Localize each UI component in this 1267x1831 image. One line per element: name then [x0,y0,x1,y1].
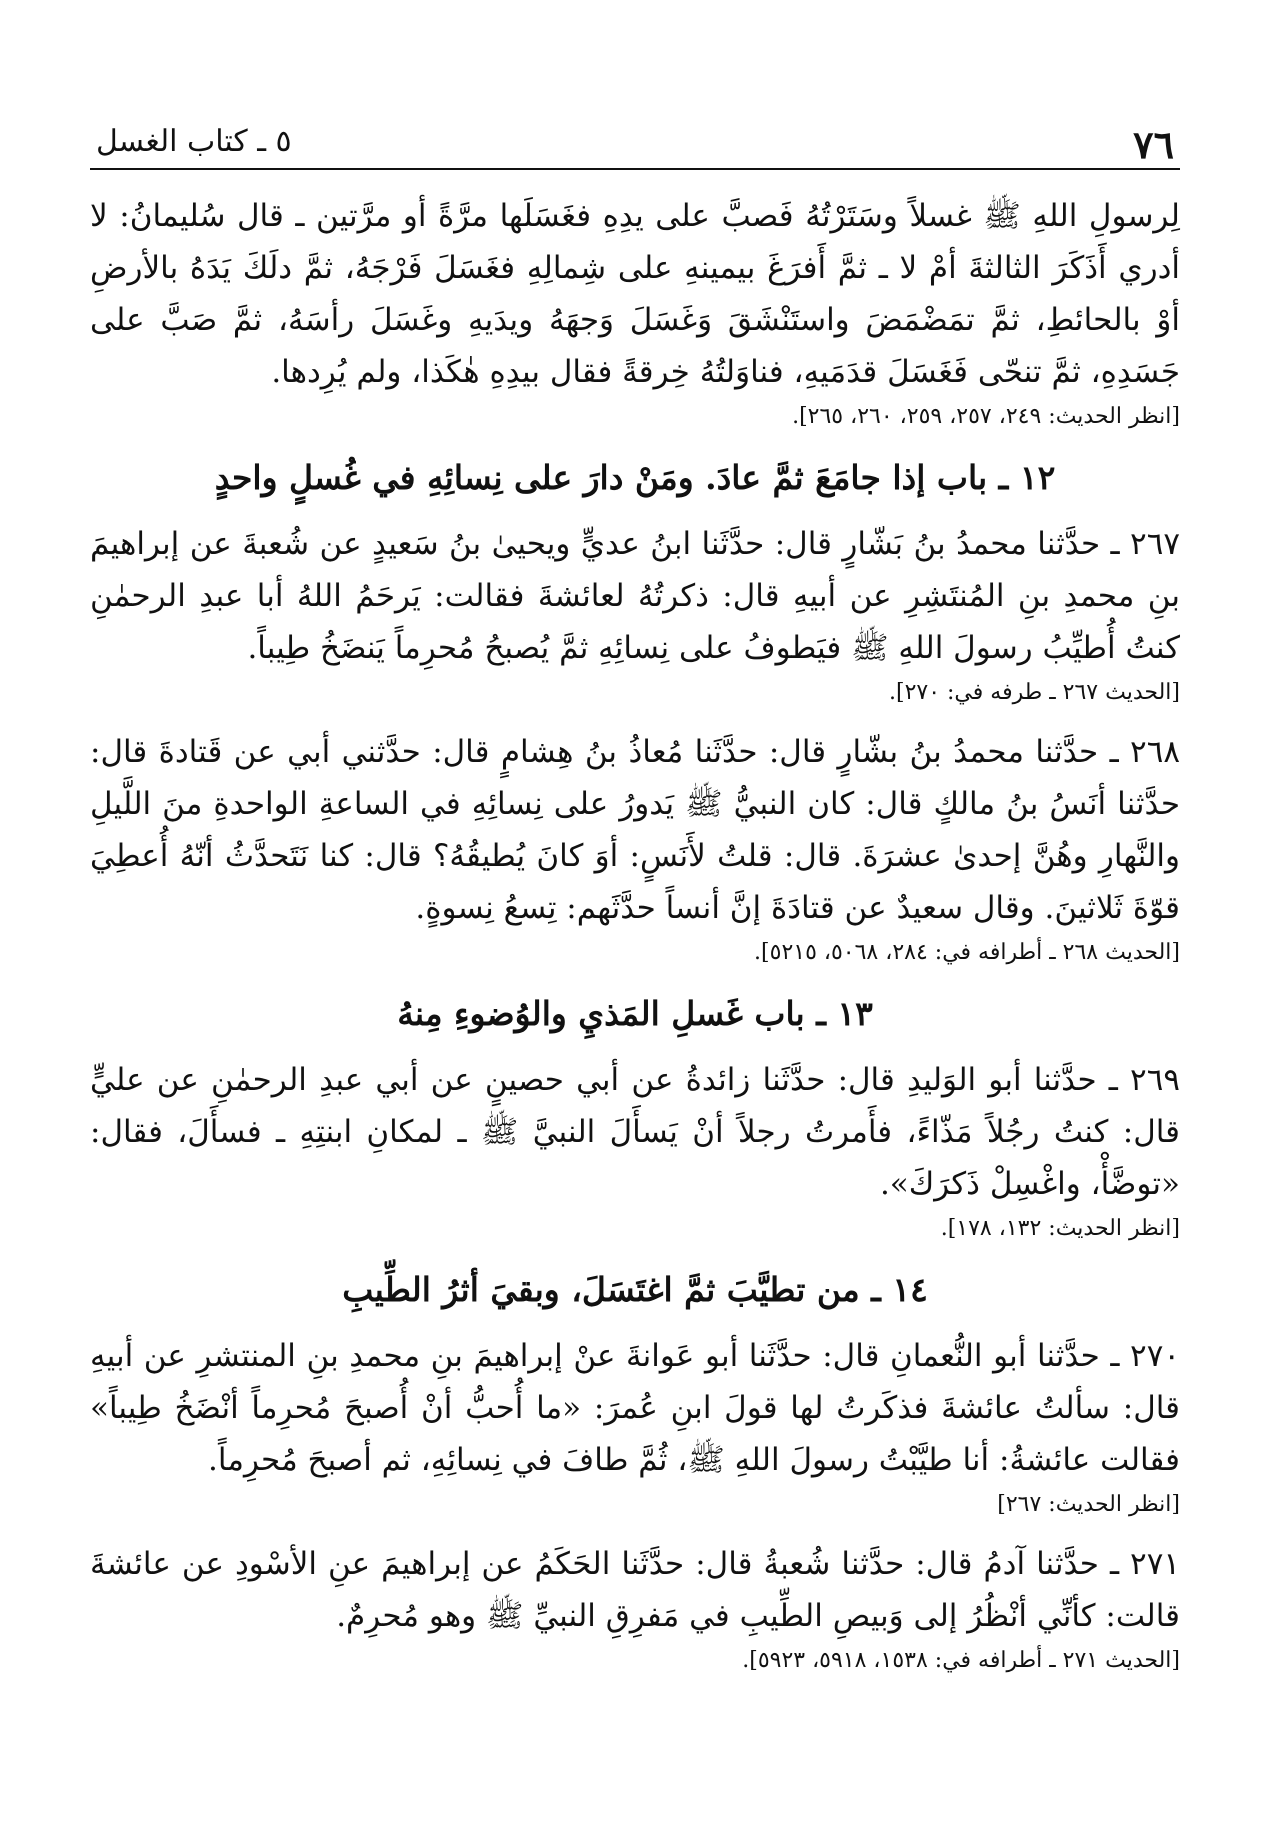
book-page [90,0,1180,1831]
page-header [90,118,1180,168]
hadith-268-reference: [الحديث ٢٦٨ ـ أطرافه في: ٢٨٤، ٥٠٦٨، ٥٢١٥]. [754,940,1180,965]
chapter-heading-13: ١٣ ـ باب غَسلِ المَذيِ والوُضوءِ مِنهُ [397,994,873,1033]
hadith-269-text: ٢٦٩ ـ حدَّثنا أبو الوَليدِ قال: حدَّثَنا زائدةُ عن أبي حصينٍ عن أبي عبدِ الرحمٰنِ عن عليٍّ قال: كنتُ رجُلاً مَذّاءً، فأَمرتُ رجلاً أنْ يَسأَلَ النبيَّ ﷺ ـ لمكانِ ابنتِهِ ـ فسأَلَ، فقال: «توضَّأْ، واغْسِلْ ذَكرَكَ». [90,1062,1180,1202]
chapter-heading-14: ١٤ ـ من تطيَّبَ ثمَّ اغتَسَلَ، وبقيَ أثرُ الطِّيبِ [342,1270,928,1309]
running-title: ٥ ـ كتاب الغسل [96,124,292,159]
hadith-268-text: ٢٦٨ ـ حدَّثنا محمدُ بنُ بشّارٍ قال: حدَّثَنا مُعاذُ بنُ هِشامٍ قال: حدَّثني أبي عن قَتادةَ قال: حدَّثنا أنَسُ بنُ مالكٍ قال: كان النبيُّ ﷺ يَدورُ على نِسائِهِ في الساعةِ الواحدةِ منَ اللَّيلِ والنَّهارِ وهُنَّ إحدىٰ عشرَةَ. قال: قلتُ لأَنَسٍ: أوَ كانَ يُطيقُهُ؟ قال: كنا نَتَحدَّثُ أنّهُ أُعطِيَ قوّةَ ثَلاثينَ. وقال سعيدٌ عن قتادَةَ إنَّ أنساً حدَّثَهم: تِسعُ نِسوةٍ. [90,734,1180,926]
page-body [90,190,1180,1694]
chapter-heading-12: ١٢ ـ باب إذا جامَعَ ثمَّ عادَ. ومَنْ دارَ على نِسائِهِ في غُسلٍ واحدٍ [214,458,1056,497]
page-number: ٧٦ [1133,122,1174,167]
hadith-reference: [انظر الحديث: ٢٤٩، ٢٥٧، ٢٥٩، ٢٦٠، ٢٦٥]. [792,404,1180,429]
hadith-267-reference: [الحديث ٢٦٧ ـ طرفه في: ٢٧٠]. [888,680,1180,705]
hadith-270-reference: [انظر الحديث: ٢٦٧] [997,1492,1180,1517]
hadith-270-text: ٢٧٠ ـ حدَّثنا أبو النُّعمانِ قال: حدَّثَنا أبو عَوانةَ عنْ إبراهيمَ بنِ محمدِ بنِ المنتشرِ عن أبيهِ قال: سألتُ عائشةَ فذكَرتُ لها قولَ ابنِ عُمرَ: «ما أُحبُّ أنْ أُصبحَ مُحرِماً أنْضَخُ طِيباً» فقالت عائشةُ: أنا طيَّبْتُ رسولَ اللهِ ﷺ، ثُمَّ طافَ في نِسائِهِ، ثم أصبحَ مُحرِماً. [90,1338,1180,1478]
header-rule [90,168,1180,170]
hadith-271-reference: [الحديث ٢٧١ ـ أطرافه في: ١٥٣٨، ٥٩١٨، ٥٩٢٣]. [742,1648,1180,1673]
hadith-271-text: ٢٧١ ـ حدَّثنا آدمُ قال: حدَّثنا شُعبةُ قال: حدَّثَنا الحَكَمُ عن إبراهيمَ عنِ الأسْودِ عن عائشةَ قالت: كأنِّي أنْظُرُ إلى وَبيصِ الطِّيبِ في مَفرِقِ النبيِّ ﷺ وهو مُحرِمٌ. [90,1546,1180,1634]
hadith-267-text: ٢٦٧ ـ حدَّثنا محمدُ بنُ بَشّارٍ قال: حدَّثَنا ابنُ عديٍّ ويحيىٰ بنُ سَعيدٍ عن شُعبةَ عن إبراهيمَ بنِ محمدِ بنِ المُنتَشِرِ عن أبيهِ قال: ذكرتُهُ لعائشةَ فقالت: يَرحَمُ اللهُ أبا عبدِ الرحمٰنِ كنتُ أُطيِّبُ رسولَ اللهِ ﷺ فيَطوفُ على نِسائِهِ ثمَّ يُصبحُ مُحرِماً يَنضَخُ طِيباً. [90,526,1180,666]
hadith-269-reference: [انظر الحديث: ١٣٢، ١٧٨]. [940,1216,1180,1241]
hadith-continuation-text: لِرسولِ اللهِ ﷺ غسلاً وسَتَرْتُهُ فَصبَّ على يدِهِ فغَسَلَها مرَّةً أو مرَّتين ـ قال سُليمانُ: لا أدري أَذَكَرَ الثالثةَ أمْ لا ـ ثمَّ أَفرَغَ بيمينهِ على شِمالِهِ فغَسَلَ فَرْجَهُ، ثمَّ دلَكَ يَدَهُ بالأرضِ أوْ بالحائطِ، ثمَّ تمَضْمَضَ واستَنْشَقَ وَغَسَلَ وَجهَهُ ويدَيهِ وغَسَلَ رأسَهُ، ثمَّ صَبَّ على جَسَدِهِ، ثمَّ تنحّى فَغَسَلَ قدَمَيهِ، فناوَلتُهُ خِرقةً فقال بيدِهِ هٰكَذا، ولم يُرِدها. [90,198,1180,390]
